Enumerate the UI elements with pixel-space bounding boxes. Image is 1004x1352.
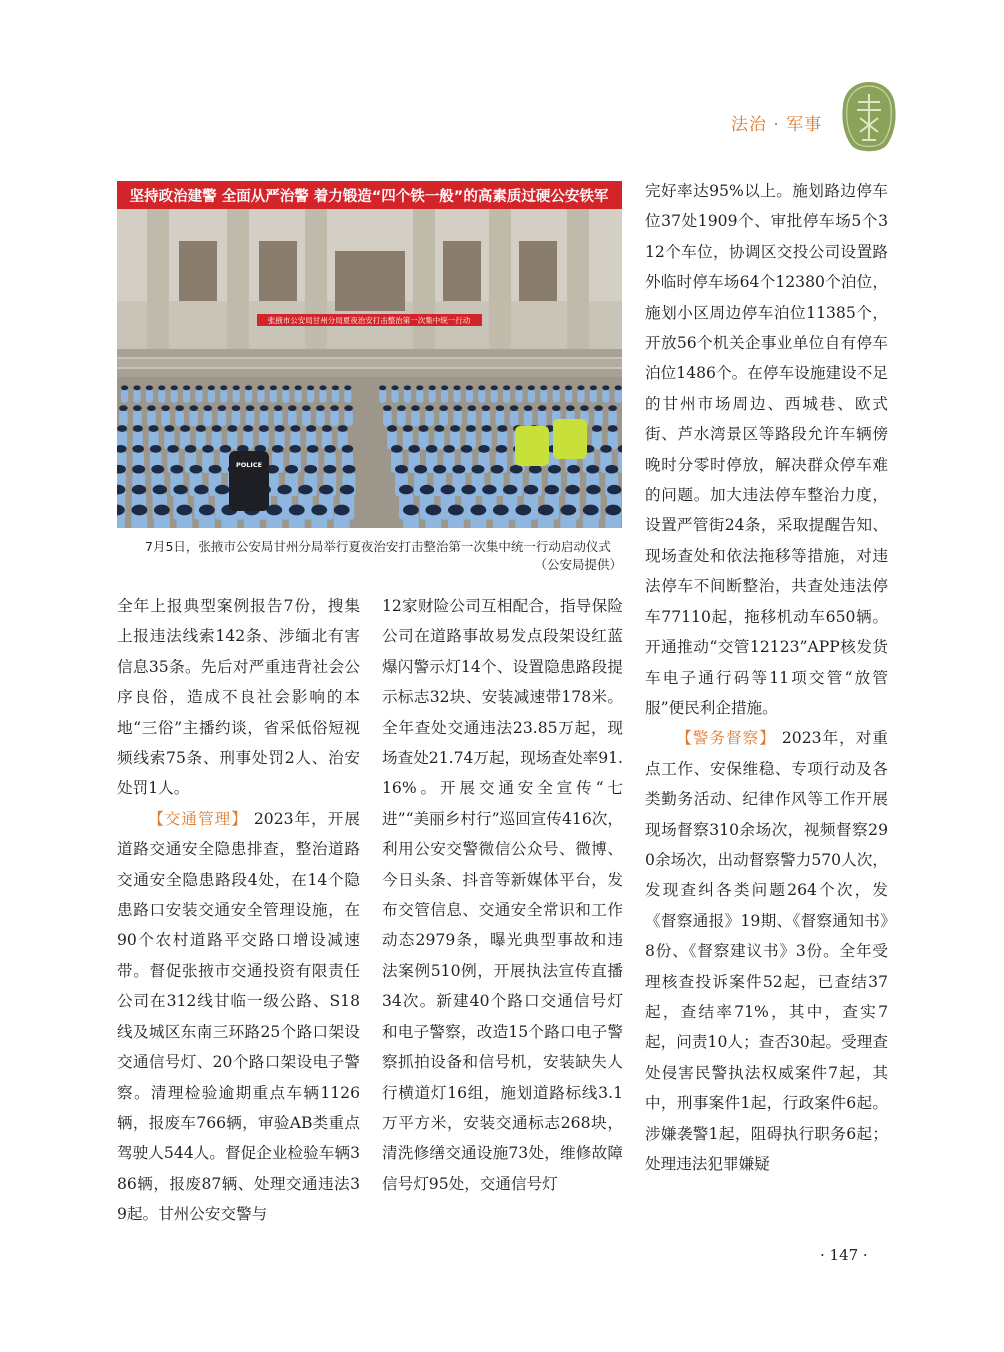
- caption-credit: （公安局提供）: [534, 557, 622, 572]
- right-column: [645, 176, 888, 1179]
- photo-banner-text: 坚持政治建警 全面从严治警 着力锻造“四个铁一般”的高素质过硬公安铁军: [129, 189, 609, 205]
- police-vest-text: POLICE: [235, 461, 263, 469]
- paragraph: 12家财险公司互相配合，指导保险公司在道路事故易发点段架设红蓝爆闪警示灯14个、设置隐患路段提示标志32块、安装减速带178米。全年查处交通违法23.85万起，现场查处21.74万起，现场查处率91.16%。开展交通安全宣传“七进”“美丽乡村行”巡回宣传416次，利用公安交警微信公众号、微博、今日头条、抖音等新媒体平台，发布交管信息、交通安全常识和工作动态2979条，曝光典型事故和违法案例510例，开展执法宣传直播34次。新建40个路口交通信号灯和电子警察，改造15个路口电子警察抓拍设备和信号机，安装缺失人行横道灯16组，施划道路标线3.1万平方米，安装交通标志268块，清洗修缮交通设施73处，维修故障信号灯95处，交通信号灯: [382, 597, 623, 1193]
- photo-caption: [117, 538, 622, 574]
- middle-column: [382, 591, 623, 1199]
- left-column: [117, 591, 360, 1230]
- photo-small-banner-text: 张掖市公安局甘州分局夏夜治安打击整治第一次集中统一行动: [267, 316, 471, 325]
- page-number: · 147 ·: [820, 1246, 868, 1264]
- section-label: 法治 · 军事: [731, 115, 823, 135]
- paragraph: 完好率达95%以上。施划路边停车位37处1909个、审批停车场5个312个车位，协调区交投公司设置路外临时停车场64个12380个泊位，施划小区周边停车泊位11385个，开放56个机关企事业单位自有停车泊位1486个。在停车设施建设不足的甘州市场周边、西城巷、欧式街、芦水湾景区等路段允许车辆傍晚时分零时停放，解决群众停车难的问题。加大违法停车整治力度，设置严管街24条，采取提醒告知、现场查处和依法拖移等措施，对违法停车不间断整治，共查处违法停车77110起，拖移机动车650辆。开通推动“交管12123”APP核发货车电子通行码等11项交管“放管服”便民利企措施。: [645, 182, 888, 717]
- section-tag-traffic: 【交通管理】: [148, 809, 248, 828]
- seal-emblem-icon: [840, 80, 898, 154]
- caption-text: 7月5日，张掖市公安局甘州分局举行夏夜治安打击整治第一次集中统一行动启动仪式: [145, 539, 611, 554]
- paragraph: 全年上报典型案例报告7份，搜集上报违法线索142条、涉缅北有害信息35条。先后对严重违背社会公序良俗，造成不良社会影响的本地“三俗”主播约谈，省采低俗短视频线索75条、刑事处罚2人、治安处罚1人。: [117, 597, 360, 798]
- paragraph-text: 2023年，开展道路交通安全隐患排查，整治道路交通安全隐患路段4处，在14个隐患路口安装交通安全管理设施，在90个农村道路平交路口增设减速带。督促张掖市交通投资有限责任公司在312线甘临一级公路、S18线及城区东南三环路25个路口架设交通信号灯、20个路口架设电子警察。清理检验逾期重点车辆1126辆，报废车766辆，审验AB类重点驾驶人544人。督促企业检验车辆386辆，报废87辆、处理交通违法39起。甘州公安交警与: [117, 809, 360, 1224]
- ceremony-photo: [117, 181, 622, 528]
- paragraph-text: 2023年，对重点工作、安保维稳、专项行动及各类勤务活动、纪律作风等工作开展现场督察310余场次，视频督察290余场次，出动督察警力570人次，发现查纠各类问题264个次，发《督察通报》19期、《督察通知书》8份、《督察建议书》3份。全年受理核查投诉案件52起，已查结37起，查结率71%，其中，查实7起，问责10人；查否30起。受理查处侵害民警执法权威案件7起，其中，刑事案件1起，行政案件6起。涉嫌袭警1起，阻碍执行职务6起；处理违法犯罪嫌疑: [645, 729, 888, 1173]
- paragraph-police-supervision: [645, 723, 888, 1179]
- section-tag-supervision: 【警务督察】: [676, 729, 776, 748]
- paragraph-traffic-management: [117, 804, 360, 1230]
